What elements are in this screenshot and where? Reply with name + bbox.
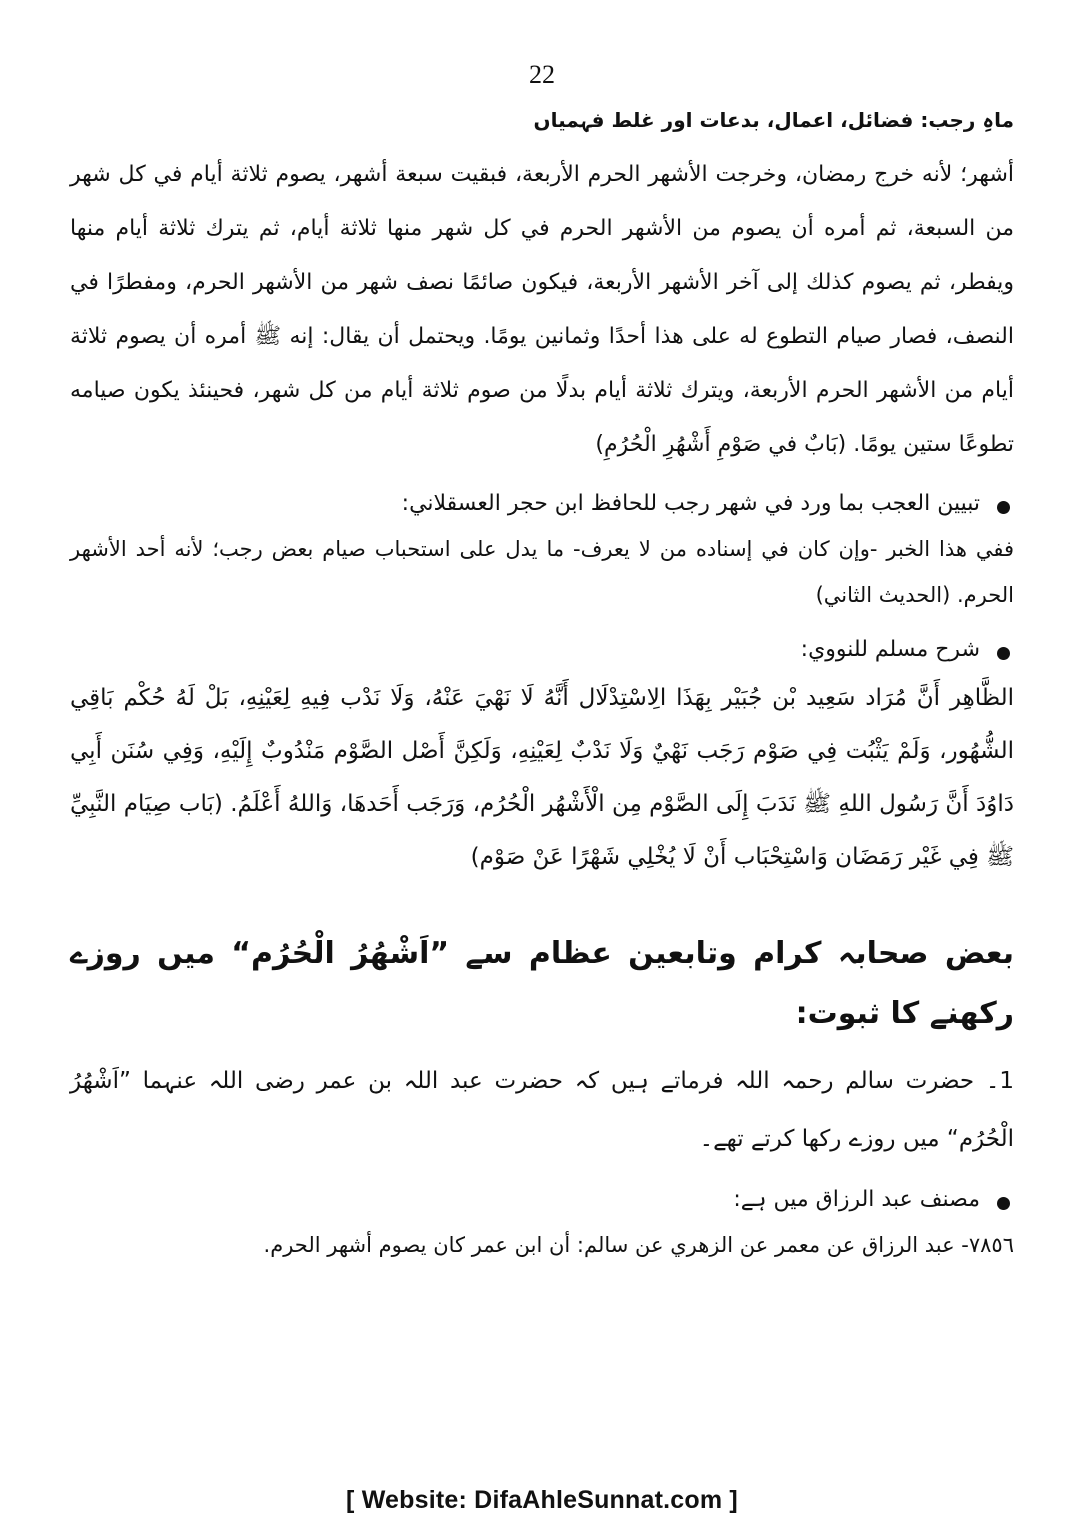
bullet-icon — [997, 1197, 1010, 1210]
running-header: ماہِ رجب: فضائل، اعمال، بدعات اور غلط فہمیاں — [533, 108, 1014, 132]
page-body — [70, 148, 1014, 1268]
bullet-icon — [997, 501, 1010, 514]
musannaf-hadith: ٧٨٥٦- عبد الرزاق عن معمر عن الزهري عن سالم: أن ابن عمر كان يصوم أشهر الحرم. — [263, 1233, 1014, 1257]
tabyin-text: ففي هذا الخبر -وإن كان في إسناده من لا يعرف- ما يدل على استحباب صيام بعض رجب؛ لأنه أحد الأشهر الحرم. (الحديث الثاني) — [70, 537, 1014, 607]
musannaf-title: مصنف عبد الرزاق میں ہے: — [733, 1187, 980, 1212]
sharh-text: الظَّاهِر أَنَّ مُرَاد سَعِيد بْن جُبَيْر بِهَذَا الِاسْتِدْلَال أَنَّهُ لَا نَهْيَ عَنْهُ، وَلَا نَدْب فِيهِ لِعَيْنِهِ، بَلْ لَهُ حُكْم بَاقِي الشُّهُور، وَلَمْ يَثْبُت فِي صَوْم رَجَب نَهْيٌ وَلَا نَدْبٌ لِعَيْنِهِ، وَلَكِنَّ أَصْل الصَّوْم مَنْدُوبٌ إِلَيْهِ، وَفِي سُنَن أَبِي دَاوُدَ أَنَّ رَسُول اللهِ ﷺ نَدَبَ إِلَى الصَّوْم مِن الْأَشْهُر الْحُرُم، وَرَجَب أَحَدهَا، وَاللهُ أَعْلَمُ. (بَاب صِيَام النَّبِيِّ ﷺ فِي غَيْر رَمَضَان وَاسْتِحْبَاب أَنْ لَا يُخْلِي شَهْرًا عَنْ صَوْم) — [70, 685, 1014, 870]
website-footer: [ Website: DifaAhleSunnat.com ] — [346, 1486, 738, 1514]
urdu-paragraph: 1۔ حضرت سالم رحمہ اللہ فرماتے ہیں کہ حضرت عبد اللہ بن عمر رضی اللہ عنہما ”اَشْهُرُ الْحُرُم“ میں روزے رکھا کرتے تھے۔ — [70, 1068, 1014, 1152]
intro-paragraph: أشهر؛ لأنه خرج رمضان، وخرجت الأشهر الحرم الأربعة، فبقيت سبعة أشهر، يصوم ثلاثة أيام في كل شهر من السبعة، ثم أمره أن يصوم من الأشهر الحرم في كل شهر منها ثلاثة أيام، ثم يترك ثلاثة أيام منها ويفطر، ثم يصوم كذلك إلى آخر الأشهر الأربعة، فيكون صائمًا نصف شهر من الأشهر الحرم، ومفطرًا في النصف، فصار صيام التطوع له على هذا أحدًا وثمانين يومًا. ويحتمل أن يقال: إنه ﷺ أمره أن يصوم ثلاثة أيام من الأشهر الحرم الأربعة، ويترك ثلاثة أيام بدلًا من صوم ثلاثة أيام من كل شهر، فحينئذ يكون صيامه تطوعًا ستين يومًا. (بَابٌ في صَوْمِ أَشْهُرِ الْحُرُمِ) — [70, 162, 1014, 457]
page-number: 22 — [529, 60, 555, 89]
sharh-section — [70, 628, 1014, 672]
tabyin-section — [70, 482, 1014, 526]
section-heading: بعض صحابہ کرام وتابعین عظام سے ”اَشْهُرُ الْحُرُم“ میں روزے رکھنے کا ثبوت: — [70, 936, 1014, 1031]
bullet-icon — [997, 647, 1010, 660]
musannaf-section — [70, 1178, 1014, 1222]
sharh-title: شرح مسلم للنووي: — [800, 637, 980, 662]
tabyin-title: تبيين العجب بما ورد في شهر رجب للحافظ ابن حجر العسقلاني: — [401, 491, 980, 516]
